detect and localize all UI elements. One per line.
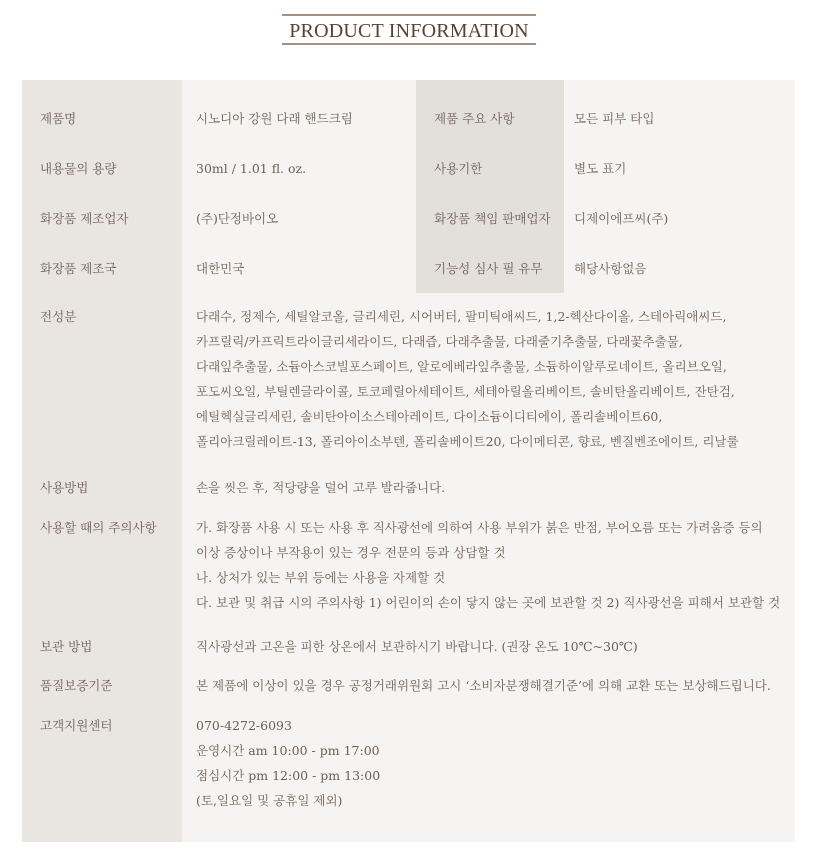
storage-label: 보관 방법 bbox=[40, 639, 93, 654]
ingredients-line: 포도씨오일, 부틸렌글라이콜, 토코페릴아세테이트, 세테아릴올리베이트, 솔비탄올리베이트, 잔탄검, bbox=[196, 384, 735, 399]
precautions-line: 이상 증상이나 부작용이 있는 경우 전문의 등과 상담할 것 bbox=[196, 545, 506, 560]
ingredients-line: 다래수, 정제수, 세틸알코올, 글리세린, 시어버터, 팔미틱애씨드, 1,2-헥산다이올, 스테아릭애씨드, bbox=[196, 309, 727, 324]
support-closed-days: (토,일요일 및 공휴일 제외) bbox=[196, 793, 343, 808]
ingredients-line: 폴리아크릴레이트-13, 폴리아이소부텐, 폴리솔베이트20, 다이메티콘, 향료, 벤질벤조에이트, 리날룰 bbox=[196, 434, 739, 449]
manufacturer-value: (주)단정바이오 bbox=[196, 211, 279, 226]
precautions-line: 나. 상처가 있는 부위 등에는 사용을 자제할 것 bbox=[196, 570, 446, 585]
precautions-label: 사용할 때의 주의사항 bbox=[40, 520, 157, 535]
country-label: 화장품 제조국 bbox=[40, 261, 117, 276]
product-name-value: 시노디아 강원 다래 핸드크림 bbox=[196, 111, 353, 126]
warranty-label: 품질보증기준 bbox=[40, 678, 113, 693]
seller-value: 디제이에프씨(주) bbox=[574, 211, 669, 226]
ingredients-label: 전성분 bbox=[40, 309, 77, 324]
manufacturer-label: 화장품 제조업자 bbox=[40, 211, 129, 226]
title-rule-top bbox=[282, 14, 536, 16]
main-specs-label: 제품 주요 사항 bbox=[434, 111, 515, 126]
support-label: 고객지원센터 bbox=[40, 718, 113, 733]
country-value: 대한민국 bbox=[196, 261, 245, 276]
storage-value: 직사광선과 고온을 피한 상온에서 보관하시기 바랍니다. (권장 온도 10℃~30℃) bbox=[196, 639, 638, 654]
product-info-table bbox=[22, 80, 795, 842]
precautions-line: 다. 보관 및 취급 시의 주의사항 1) 어린이의 손이 닿지 않는 곳에 보관할 것 2) 직사광선을 피해서 보관할 것 bbox=[196, 595, 781, 610]
page-title: PRODUCT INFORMATION bbox=[289, 20, 529, 42]
warranty-value: 본 제품에 이상이 있을 경우 공정거래위원회 고시 ‘소비자분쟁해결기준’에 의해 교환 또는 보상해드립니다. bbox=[196, 678, 771, 693]
ingredients-line: 카프릴릭/카프릭트라이글리세라이드, 다래즙, 다래추출물, 다래줄기추출물, 다래꽃추출물, bbox=[196, 334, 683, 349]
volume-value: 30ml / 1.01 fl. oz. bbox=[196, 161, 307, 176]
expiry-value: 별도 표기 bbox=[574, 161, 627, 176]
support-value bbox=[196, 718, 380, 818]
support-hours: 운영시간 am 10:00 - pm 17:00 bbox=[196, 743, 380, 758]
seller-label: 화장품 책임 판매업자 bbox=[434, 211, 551, 226]
functional-review-label: 기능성 심사 필 유무 bbox=[434, 261, 543, 276]
support-phone: 070-4272-6093 bbox=[196, 718, 292, 733]
precautions-line: 가. 화장품 사용 시 또는 사용 후 직사광선에 의하여 사용 부위가 붉은 반점, 부어오름 또는 가려움증 등의 bbox=[196, 520, 763, 535]
main-specs-value: 모든 피부 타입 bbox=[574, 111, 655, 126]
volume-label: 내용물의 용량 bbox=[40, 161, 117, 176]
product-name-label: 제품명 bbox=[40, 111, 77, 126]
title-block bbox=[0, 14, 818, 45]
title-rule-bottom bbox=[282, 43, 536, 45]
precautions-value bbox=[196, 520, 780, 620]
ingredients-value bbox=[196, 309, 739, 459]
ingredients-line: 다래잎추출물, 소듐아스코빌포스페이트, 알로에베라잎추출물, 소듐하이알루로네이트, 올리브오일, bbox=[196, 359, 727, 374]
usage-value: 손을 씻은 후, 적당량을 덜어 고루 발라줍니다. bbox=[196, 480, 446, 495]
usage-label: 사용방법 bbox=[40, 480, 89, 495]
expiry-label: 사용기한 bbox=[434, 161, 483, 176]
support-lunch: 점심시간 pm 12:00 - pm 13:00 bbox=[196, 768, 381, 783]
ingredients-line: 에틸헥실글리세린, 솔비탄아이소스테아레이트, 다이소듐이디티에이, 폴리솔베이트60, bbox=[196, 409, 663, 424]
functional-review-value: 해당사항없음 bbox=[574, 261, 647, 276]
